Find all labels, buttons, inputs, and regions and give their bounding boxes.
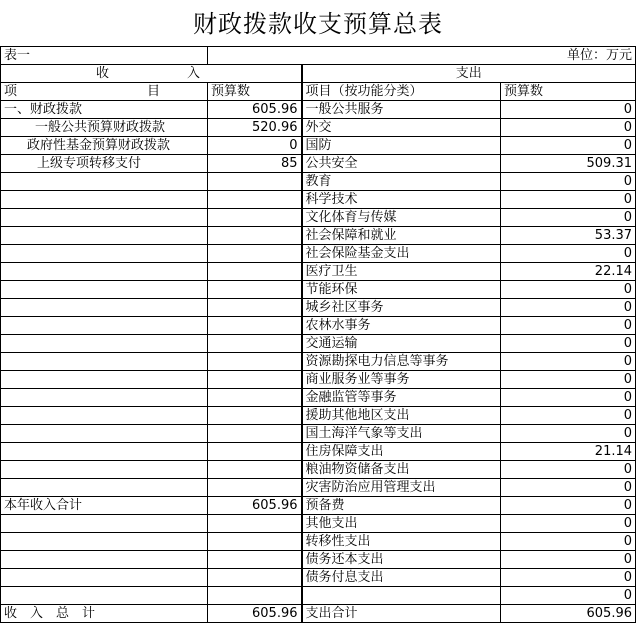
table-row <box>1 389 636 407</box>
table-row <box>1 425 636 443</box>
expense-item-cell: 文化体育与传媒 <box>302 209 501 227</box>
expense-item-cell: 灾害防治应用管理支出 <box>302 479 501 497</box>
income-item-cell <box>1 281 208 299</box>
table-row <box>1 353 636 371</box>
income-amount-cell <box>208 299 302 317</box>
income-item-cell <box>1 263 208 281</box>
table-row <box>1 173 636 191</box>
table-row <box>1 137 636 155</box>
expense-amount-cell: 0 <box>501 479 636 497</box>
income-amount-cell: 605.96 <box>208 605 302 623</box>
expense-amount-cell: 0 <box>501 299 636 317</box>
table-row <box>1 335 636 353</box>
expense-item-cell: 资源勘探电力信息等事务 <box>302 353 501 371</box>
income-item-cell <box>1 443 208 461</box>
income-amount-header: 预算数 <box>208 83 302 101</box>
expense-amount-cell: 605.96 <box>501 605 636 623</box>
income-amount-cell <box>208 263 302 281</box>
expense-amount-cell: 0 <box>501 533 636 551</box>
expense-item-cell: 住房保障支出 <box>302 443 501 461</box>
expense-item-cell: 预备费 <box>302 497 501 515</box>
income-item-cell <box>1 569 208 587</box>
income-amount-cell <box>208 371 302 389</box>
income-item-cell <box>1 173 208 191</box>
expense-amount-cell: 0 <box>501 101 636 119</box>
income-amount-cell <box>208 479 302 497</box>
income-amount-cell: 605.96 <box>208 101 302 119</box>
table-row <box>1 371 636 389</box>
income-amount-cell <box>208 569 302 587</box>
income-item-cell <box>1 479 208 497</box>
income-amount-cell <box>208 209 302 227</box>
income-amount-cell <box>208 317 302 335</box>
expense-item-cell: 医疗卫生 <box>302 263 501 281</box>
expense-item-cell: 节能环保 <box>302 281 501 299</box>
table-row <box>1 227 636 245</box>
income-item-header: 项 目 <box>1 83 208 101</box>
expense-item-cell: 援助其他地区支出 <box>302 407 501 425</box>
income-amount-cell <box>208 227 302 245</box>
expense-item-header: 项目（按功能分类） <box>302 83 501 101</box>
income-item-cell <box>1 587 208 605</box>
expense-item-cell: 粮油物资储备支出 <box>302 461 501 479</box>
expense-amount-cell: 0 <box>501 317 636 335</box>
income-amount-cell <box>208 389 302 407</box>
income-item-cell <box>1 353 208 371</box>
expense-amount-cell: 0 <box>501 515 636 533</box>
expense-amount-cell: 0 <box>501 245 636 263</box>
table-row <box>1 533 636 551</box>
table-row <box>1 479 636 497</box>
expense-amount-cell: 0 <box>501 371 636 389</box>
table-row <box>1 155 636 173</box>
expense-amount-header: 预算数 <box>501 83 636 101</box>
income-item-cell <box>1 533 208 551</box>
expense-amount-cell: 0 <box>501 209 636 227</box>
expense-item-cell: 金融监管等事务 <box>302 389 501 407</box>
income-amount-cell <box>208 443 302 461</box>
page-title: 财政拨款收支预算总表 <box>193 10 443 38</box>
expense-amount-cell: 0 <box>501 497 636 515</box>
expense-item-cell: 支出合计 <box>302 605 501 623</box>
expense-item-cell: 城乡社区事务 <box>302 299 501 317</box>
expense-amount-cell: 0 <box>501 119 636 137</box>
expense-item-cell: 科学技术 <box>302 191 501 209</box>
income-item-cell <box>1 515 208 533</box>
income-item-cell: 收 入 总 计 <box>1 605 208 623</box>
meta-row <box>1 47 636 65</box>
income-item-cell <box>1 245 208 263</box>
expense-amount-cell: 0 <box>501 407 636 425</box>
budget-table <box>0 46 636 623</box>
table-row <box>1 263 636 281</box>
expense-amount-cell: 0 <box>501 569 636 587</box>
income-item-cell <box>1 317 208 335</box>
column-header-row <box>1 83 636 101</box>
income-item-cell: 一般公共预算财政拨款 <box>1 119 208 137</box>
expense-item-cell: 债务付息支出 <box>302 569 501 587</box>
expense-amount-cell: 0 <box>501 389 636 407</box>
income-item-cell <box>1 191 208 209</box>
income-amount-cell <box>208 245 302 263</box>
expense-item-cell: 转移性支出 <box>302 533 501 551</box>
table-row <box>1 605 636 623</box>
income-amount-cell: 520.96 <box>208 119 302 137</box>
table-row <box>1 569 636 587</box>
income-amount-cell <box>208 353 302 371</box>
table-row <box>1 317 636 335</box>
expense-amount-cell: 0 <box>501 137 636 155</box>
table-row <box>1 245 636 263</box>
income-amount-cell <box>208 191 302 209</box>
table-row <box>1 497 636 515</box>
income-amount-cell <box>208 551 302 569</box>
expense-item-cell: 教育 <box>302 173 501 191</box>
table-row <box>1 299 636 317</box>
income-item-cell <box>1 299 208 317</box>
expense-item-cell: 商业服务业等事务 <box>302 371 501 389</box>
expense-item-cell: 外交 <box>302 119 501 137</box>
expense-item-cell: 国土海洋气象等支出 <box>302 425 501 443</box>
income-item-cell <box>1 425 208 443</box>
expense-amount-cell: 0 <box>501 425 636 443</box>
expense-amount-cell: 21.14 <box>501 443 636 461</box>
table-row <box>1 551 636 569</box>
income-item-cell <box>1 209 208 227</box>
income-item-cell <box>1 227 208 245</box>
expense-amount-cell: 509.31 <box>501 155 636 173</box>
income-amount-cell <box>208 407 302 425</box>
income-item-cell <box>1 335 208 353</box>
income-amount-cell <box>208 281 302 299</box>
income-header: 收 入 <box>1 65 302 83</box>
expense-item-cell: 农林水事务 <box>302 317 501 335</box>
section-header-row <box>1 65 636 83</box>
expense-item-cell: 国防 <box>302 137 501 155</box>
income-amount-cell <box>208 533 302 551</box>
expense-amount-cell: 53.37 <box>501 227 636 245</box>
income-amount-cell <box>208 173 302 191</box>
expense-item-cell: 社会保障和就业 <box>302 227 501 245</box>
table-row <box>1 101 636 119</box>
expense-item-cell <box>302 587 501 605</box>
table-row <box>1 443 636 461</box>
income-amount-cell <box>208 335 302 353</box>
table-row <box>1 461 636 479</box>
table-row <box>1 209 636 227</box>
expense-amount-cell: 0 <box>501 335 636 353</box>
income-amount-cell: 605.96 <box>208 497 302 515</box>
expense-item-cell: 公共安全 <box>302 155 501 173</box>
expense-amount-cell: 0 <box>501 173 636 191</box>
expense-item-cell: 社会保险基金支出 <box>302 245 501 263</box>
income-amount-cell <box>208 461 302 479</box>
income-item-cell: 政府性基金预算财政拨款 <box>1 137 208 155</box>
income-amount-cell <box>208 425 302 443</box>
expense-amount-cell: 0 <box>501 461 636 479</box>
expense-amount-cell: 0 <box>501 191 636 209</box>
expense-item-cell: 一般公共服务 <box>302 101 501 119</box>
table-label: 表一 <box>1 47 208 65</box>
expense-amount-cell: 0 <box>501 281 636 299</box>
expense-amount-cell: 0 <box>501 551 636 569</box>
income-amount-cell: 85 <box>208 155 302 173</box>
income-item-cell: 一、财政拨款 <box>1 101 208 119</box>
table-row <box>1 119 636 137</box>
income-item-cell <box>1 551 208 569</box>
income-item-cell <box>1 389 208 407</box>
income-item-cell <box>1 461 208 479</box>
income-amount-cell: 0 <box>208 137 302 155</box>
expense-item-cell: 债务还本支出 <box>302 551 501 569</box>
income-item-cell <box>1 371 208 389</box>
table-row <box>1 191 636 209</box>
expense-amount-cell: 22.14 <box>501 263 636 281</box>
expense-header: 支出 <box>302 65 636 83</box>
expense-item-cell: 交通运输 <box>302 335 501 353</box>
table-row <box>1 281 636 299</box>
table-row <box>1 515 636 533</box>
income-item-cell: 上级专项转移支付 <box>1 155 208 173</box>
expense-amount-cell: 0 <box>501 353 636 371</box>
income-amount-cell <box>208 587 302 605</box>
unit-label: 单位：万元 <box>208 47 636 65</box>
table-row <box>1 587 636 605</box>
income-item-cell <box>1 407 208 425</box>
income-amount-cell <box>208 515 302 533</box>
table-row <box>1 407 636 425</box>
expense-item-cell: 其他支出 <box>302 515 501 533</box>
income-item-cell: 本年收入合计 <box>1 497 208 515</box>
expense-amount-cell: 0 <box>501 587 636 605</box>
